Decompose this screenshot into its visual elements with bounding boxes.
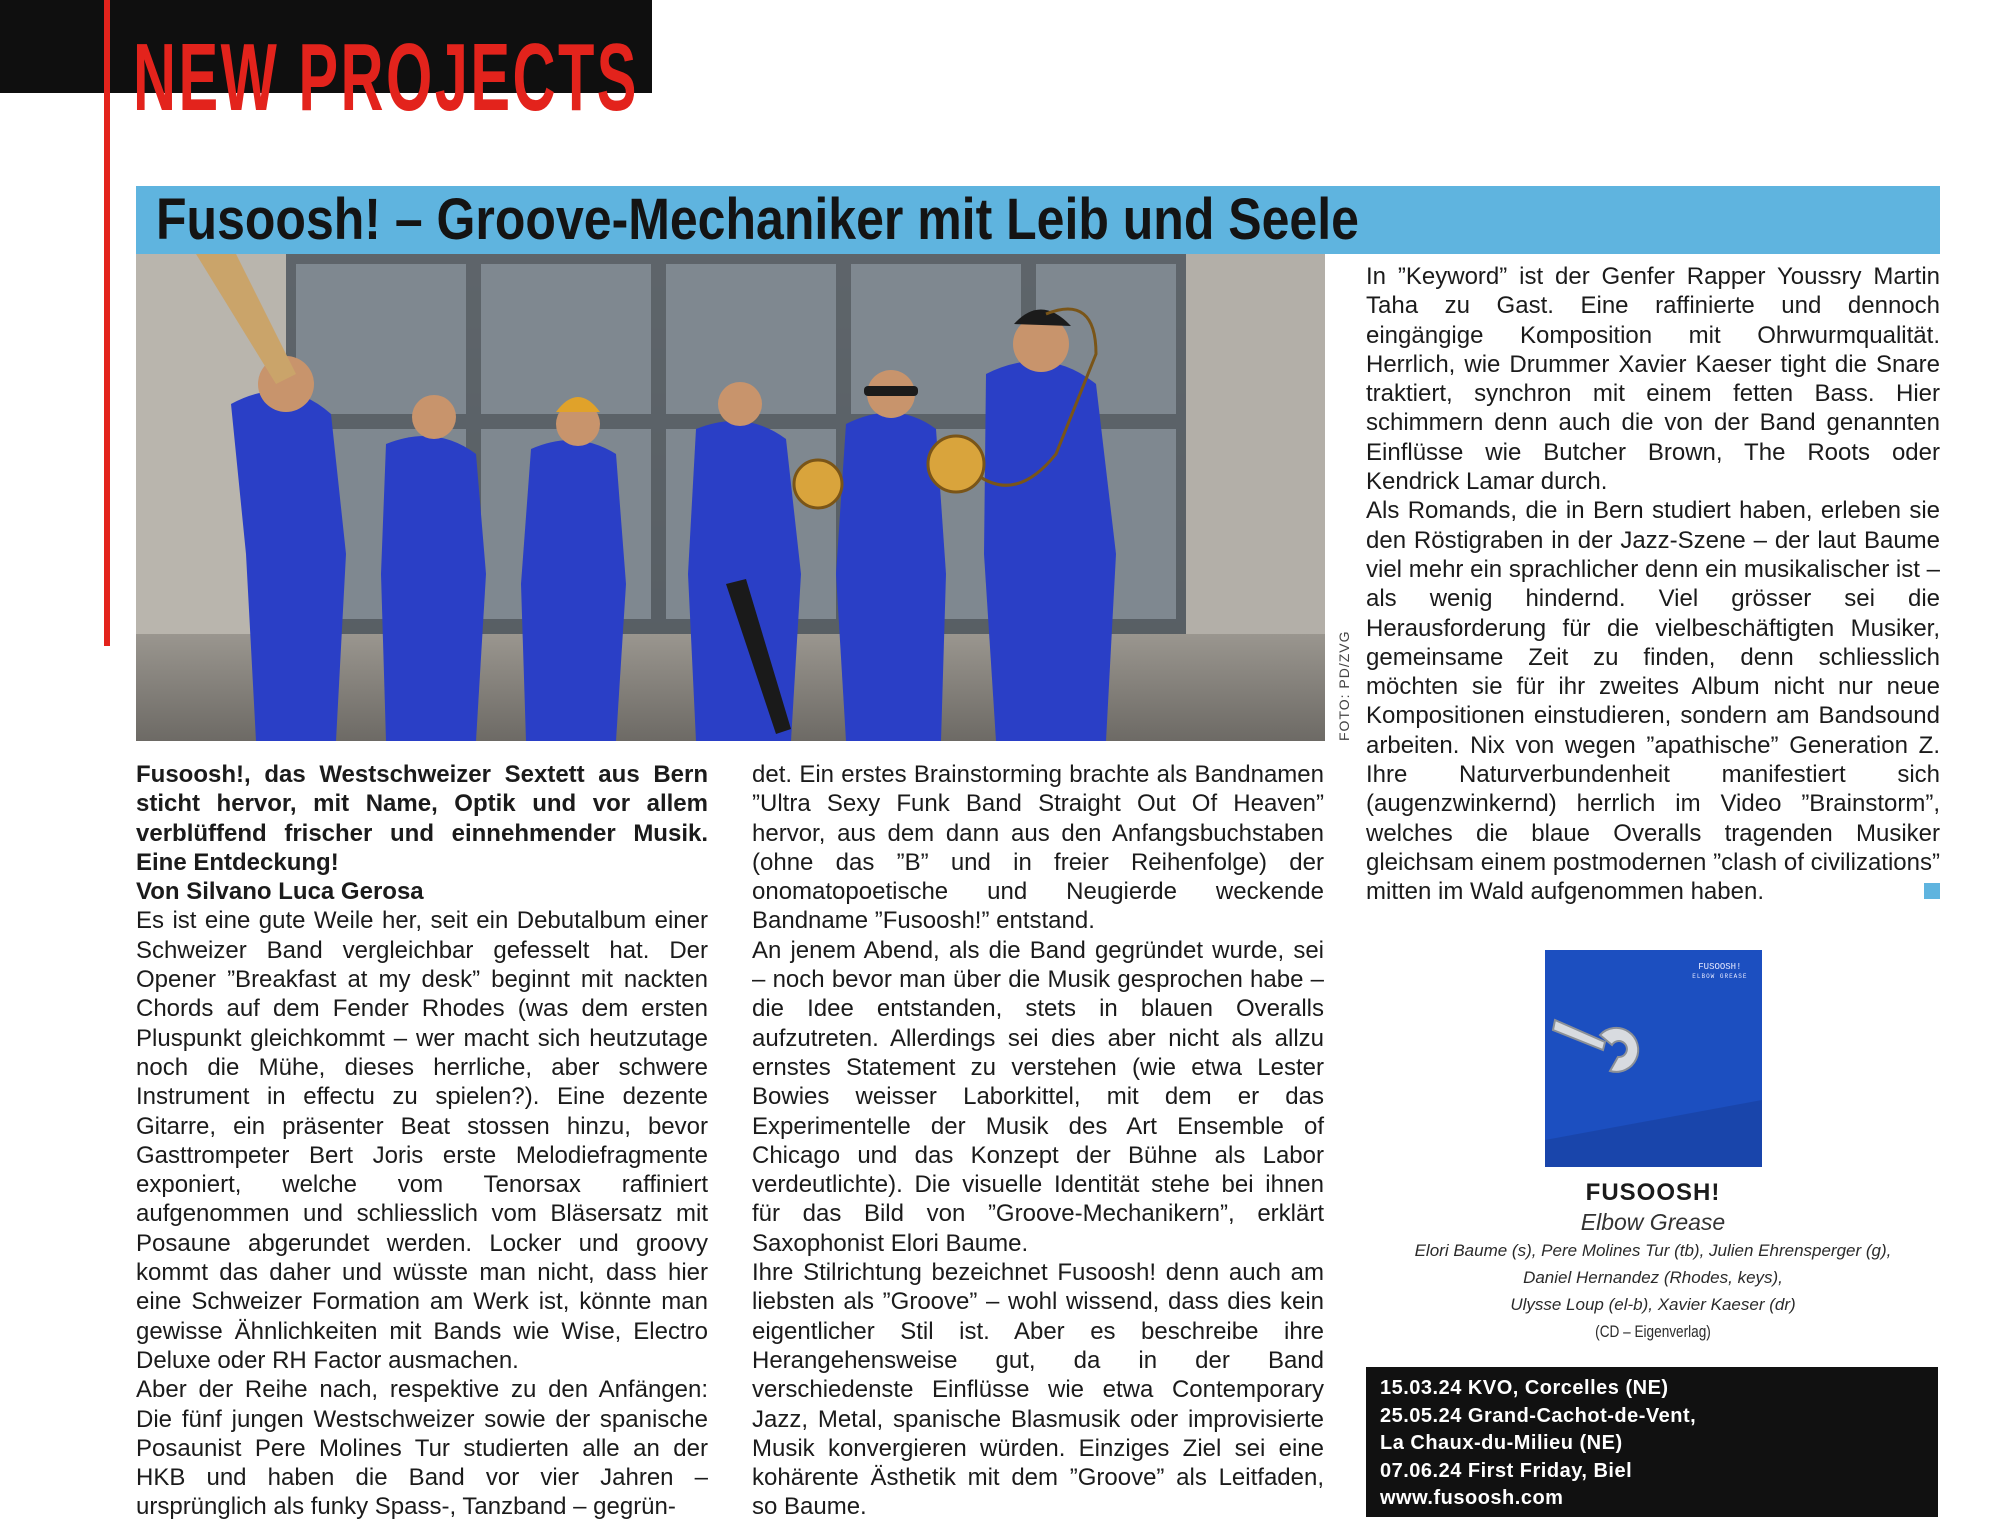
- cover-album-title: ELBOW GREASE: [1692, 973, 1748, 980]
- cover-band-name: FUSOOSH!: [1698, 962, 1742, 972]
- album-artist: FUSOOSH!: [1585, 1179, 1721, 1206]
- wrench-icon: [1545, 950, 1762, 1167]
- tour-date: 15.03.24 KVO, Corcelles (NE): [1380, 1377, 1669, 1399]
- album-info: [1366, 950, 1940, 1345]
- tour-dates-box: [1366, 1367, 1938, 1517]
- album-personnel: Daniel Hernandez (Rhodes, keys),: [1523, 1268, 1783, 1287]
- album-label: (CD – Eigenverlag): [1595, 1322, 1711, 1341]
- tour-date: La Chaux-du-Milieu (NE): [1380, 1432, 1623, 1454]
- band-website: www.fusoosh.com: [1380, 1487, 1564, 1509]
- body-paragraph: An jenem Abend, als die Band gegründet wurde, sei – noch bevor man über die Musik gesprochen habe – die Idee entstanden, stets in blauen Overalls aufzutreten. Allerdings sei dies aber nicht als allzu ernstes Statement zu verstehen (wie etwa Lester Bowies weisser Laborkittel, mit dem er das Experimentelle der Musik des Art Ensemble of Chicago und das Konzept der Bühne als Labor verdeutlichte). Die visuelle Identität stehe bei ihnen für das Bild von ”Groove-Mechanikern”, erklärt Saxophonist Elori Baume.: [752, 936, 1324, 1257]
- end-of-article-mark: [1924, 883, 1940, 899]
- album-title: Elbow Grease: [1580, 1209, 1726, 1235]
- body-paragraph-text: Als Romands, die in Bern studiert haben, erleben sie den Röstigraben in der Jazz-Szene – der laut Baume viel mehr ein sprachlicher denn ein musikalischer ist – als wenig hindernd. Viel grösser sei die Herausforderung für die vielbeschäftigten Musiker, gemeinsame Zeit zu finden, denn schliesslich möchten sie für ihr zweites Album nicht nur neue Kompositionen einstudieren, sondern am Bandsound arbeiten. Nix von wegen ”apathische” Generation Z. Ihre Naturverbundenheit manifestiert sich (augenzwinkernd) herrlich im Video ”Brainstorm”, welches die blaue Overalls tragenden Musiker gleichsam einem postmodernen ”clash of civilizations” mitten im Wald aufgenommen haben.: [1366, 497, 1940, 906]
- article-column-2: [752, 760, 1324, 1522]
- tour-date: 07.06.24 First Friday, Biel: [1380, 1459, 1633, 1482]
- tour-date: 25.05.24 Grand-Cachot-de-Vent,: [1380, 1404, 1697, 1427]
- body-paragraph: Es ist eine gute Weile her, seit ein Debutalbum einer Schweizer Band vergleichbar gefesselt hat. Der Opener ”Breakfast at my desk” beginnt mit nackten Chords auf dem Fender Rhodes (was dem ersten Pluspunkt gleichkommt – wer macht sich heutzutage noch die Mühe, dieses herrliche, aber schwere Instrument in effectu zu spielen?). Eine dezente Gitarre, ein präsenter Beat stossen hinzu, bevor Gasttrompeter Bert Joris erste Melodiefragmente exponiert, welche vom Tenorsax raffiniert aufgenommen und schliesslich vom Bläsersatz mit Posaune abgerundet werden. Locker und groovy kommt das daher und wüsste man nicht, dass hier eine Schweizer Formation am Werk ist, könnte man gewisse Ähnlichkeiten mit Bands wie Wise, Electro Deluxe oder RH Factor ausmachen.: [136, 907, 708, 1374]
- album-personnel: Ulysse Loup (el-b), Xavier Kaeser (dr): [1510, 1295, 1796, 1314]
- body-paragraph: [1366, 496, 1940, 906]
- section-rule: [104, 0, 110, 646]
- article-byline: Von Silvano Luca Gerosa: [136, 878, 424, 906]
- body-paragraph: Aber der Reihe nach, respektive zu den Anfängen: Die fünf jungen Westschweizer sowie der spanische Posaunist Pere Molines Tur studierten alle an der HKB und haben die Band vor vier Jahren – ursprünglich als funky Spass-, Tanzband – gegrün-: [136, 1376, 708, 1521]
- band-photo: [136, 254, 1325, 741]
- photo-credit: FOTO: PD/ZVG: [1336, 630, 1352, 741]
- section-title: NEW PROJECTS: [133, 24, 639, 131]
- album-personnel: Elori Baume (s), Pere Molines Tur (tb), Julien Ehrensperger (g),: [1414, 1241, 1892, 1260]
- article-headline: Fusoosh! – Groove-Mechaniker mit Leib und Seele: [156, 187, 1359, 252]
- body-paragraph: Ihre Stilrichtung bezeichnet Fusoosh! denn auch am liebsten als ”Groove” – wohl wissend, dass dies kein eigentlicher Stil ist. Aber es beschreibe ihre Herangehensweise gut, da in der Band verschiedenste Einflüsse wie etwa Contemporary Jazz, Metal, spanische Blasmusik oder improvisierte Musik konvergieren würden. Einziges Ziel sei eine kohärente Ästhetik mit dem ”Groove” als Leitfaden, so Baume.: [752, 1259, 1324, 1521]
- body-paragraph: det. Ein erstes Brainstorming brachte als Bandnamen ”Ultra Sexy Funk Band Straight Out Of Heaven” hervor, aus dem dann aus den Anfangsbuchstaben (ohne das ”B” und in freier Reihenfolge) der onomatopoetische und Neugierde weckende Bandname ”Fusoosh!” entstand.: [752, 761, 1324, 935]
- article-column-1: [136, 760, 708, 1522]
- album-cover: [1545, 950, 1762, 1167]
- article-lead: Fusoosh!, das Westschweizer Sextett aus Bern sticht hervor, mit Name, Optik und vor allem verblüffend frischer und einnehmender Musik. Eine Entdeckung!: [136, 761, 708, 876]
- cover-text: [1692, 962, 1747, 982]
- body-paragraph: In ”Keyword” ist der Genfer Rapper Youssry Martin Taha zu Gast. Eine raffinierte und dennoch eingängige Komposition mit Ohrwurmqualität. Herrlich, wie Drummer Xavier Kaeser tight die Snare traktiert, synchron mit einem fetten Bass. Hier schimmern denn auch die von der Band genannten Einflüsse wie Butcher Brown, The Roots oder Kendrick Lamar durch.: [1366, 263, 1940, 496]
- article-column-3: [1366, 262, 1940, 907]
